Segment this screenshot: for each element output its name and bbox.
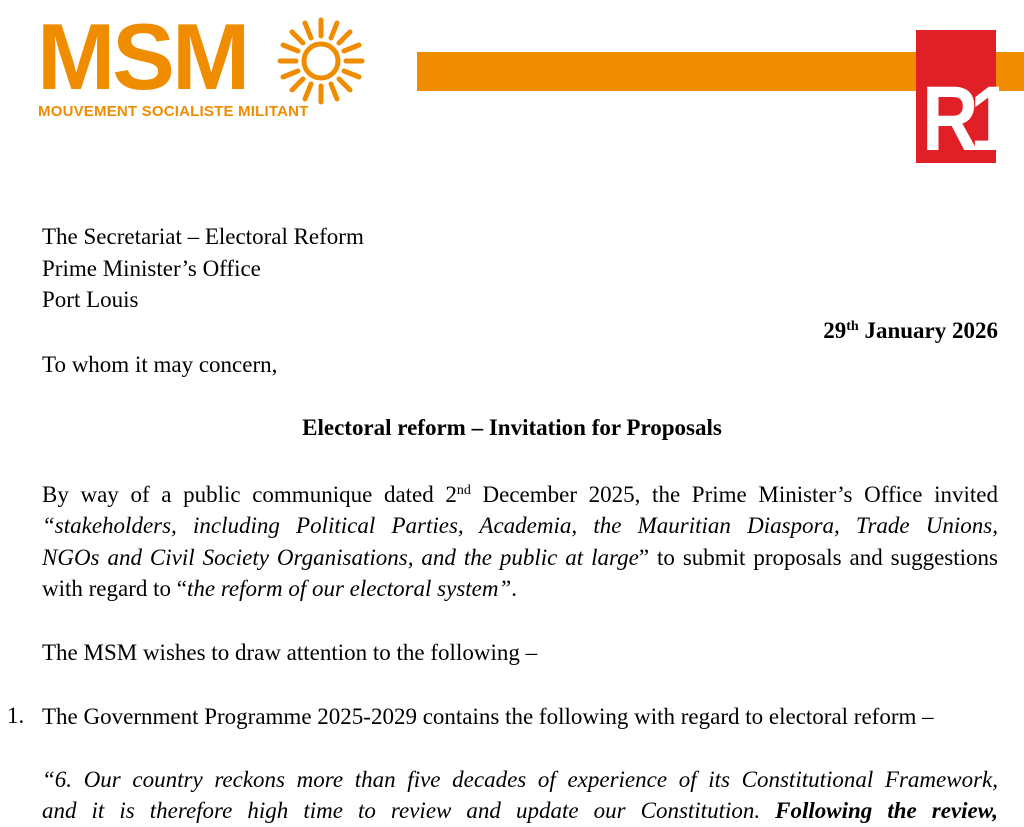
subject-heading: Electoral reform – Invitation for Proposals	[302, 415, 722, 440]
quote-block	[42, 764, 998, 827]
paragraph-1	[42, 479, 998, 604]
letter-date: 29th January 2026	[823, 318, 998, 343]
logo-subtitle: MOUVEMENT SOCIALISTE MILITANT	[38, 103, 309, 120]
recipient-line-2: Prime Minister’s Office	[42, 256, 261, 281]
r1-badge-text: R1	[922, 68, 1005, 170]
sun-logo-icon	[276, 16, 366, 106]
msm-logo-text: MSM	[37, 4, 248, 109]
quote-line-2: and it is therefore high time to review and update our Constitution. Following the review,	[42, 798, 998, 824]
item-1-text: The Government Programme 2025-2029 contains the following with regard to electoral reform –	[42, 704, 934, 729]
paragraph-2: The MSM wishes to draw attention to the following –	[42, 640, 538, 665]
salutation: To whom it may concern,	[42, 352, 278, 377]
paragraph-1-line-1: By way of a public communique dated 2nd December 2025, the Prime Minister’s Office invited	[42, 482, 998, 507]
paragraph-1-line-2: “stakeholders, including Political Parties, Academia, the Mauritian Diaspora, Trade Unions,	[42, 513, 998, 539]
r1-badge	[916, 30, 1005, 170]
item-1-number: 1.	[7, 703, 25, 728]
recipient-line-1: The Secretariat – Electoral Reform	[42, 224, 364, 249]
paragraph-1-line-4: with regard to “the reform of our electoral system”.	[42, 575, 518, 601]
paragraph-1-line-3: NGOs and Civil Society Organisations, and the public at large” to submit proposals and suggestions	[42, 544, 998, 570]
recipient-line-3: Port Louis	[42, 287, 139, 312]
quote-line-1: “6. Our country reckons more than five decades of experience of its Constitutional Framework,	[42, 767, 998, 792]
